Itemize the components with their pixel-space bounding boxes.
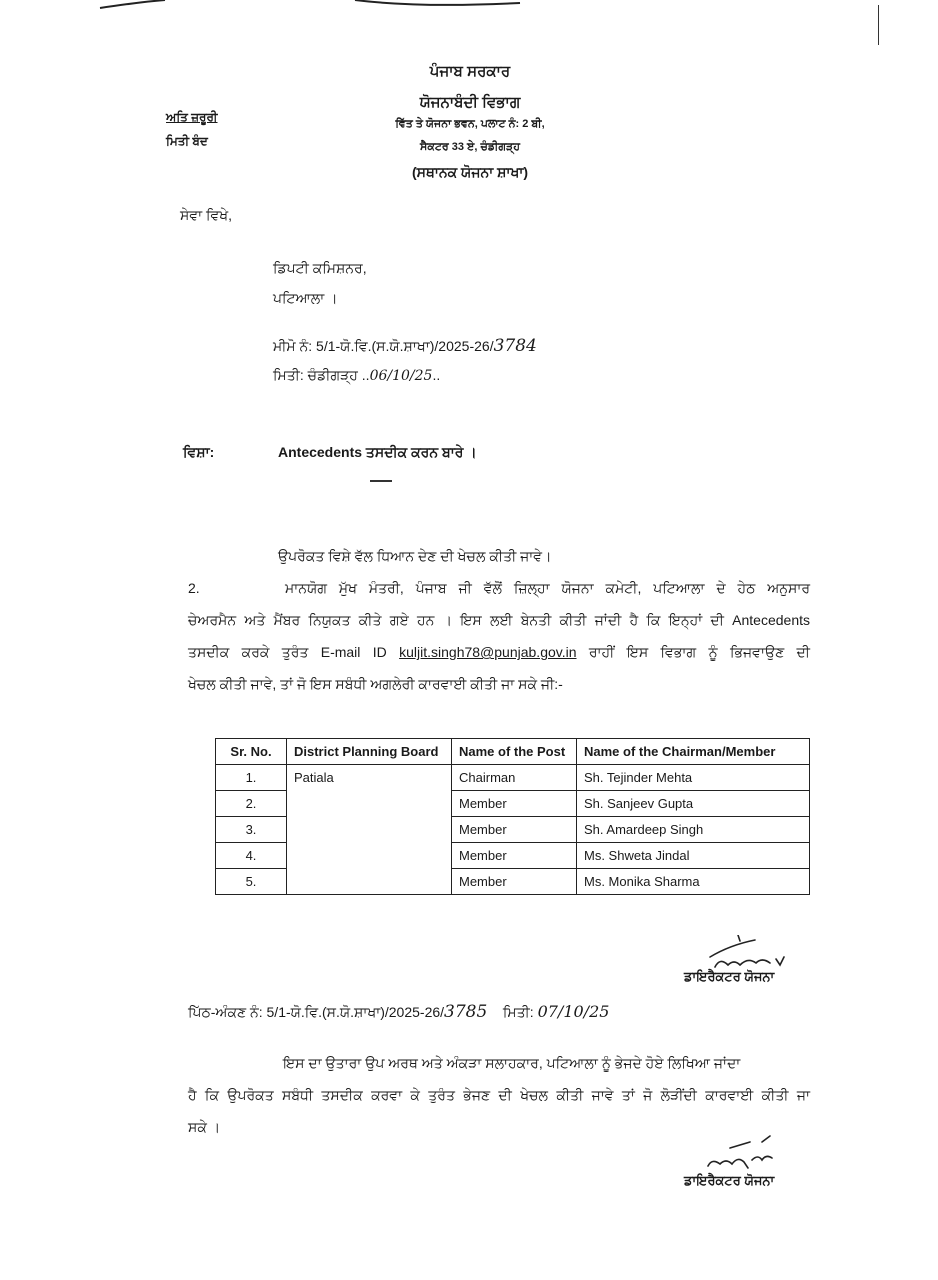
letterhead-department: ਯੋਜਨਾਬੰਦੀ ਵਿਭਾਗ — [419, 94, 521, 111]
memo-number — [273, 336, 537, 356]
cell-board: Patiala — [287, 765, 452, 895]
body-intro: ਉਪਰੋਕਤ ਵਿਸ਼ੇ ਵੱਲ ਧਿਆਨ ਦੇਣ ਦੀ ਖੇਚਲ ਕੀਤੀ ਜਾਵੇ। — [278, 548, 552, 564]
paragraph-line: ਖੇਚਲ ਕੀਤੀ ਜਾਵੇ, ਤਾਂ ਜੋ ਇਸ ਸਬੰਧੀ ਅਗਲੇਰੀ ਕਾਰਵਾਈ ਕੀਤੀ ਜਾ ਸਕੇ ਜੀ:- — [188, 676, 563, 692]
header-member-name: Name of the Chairman/Member — [577, 739, 810, 765]
paragraph-text: ਤਸਦੀਕ ਕਰਕੇ ਤੁਰੰਤ E-mail ID — [188, 644, 387, 660]
paragraph-line: ਮਾਨਯੋਗ ਮੁੱਖ ਮੰਤਰੀ, ਪੰਜਾਬ ਜੀ ਵੱਲੋਂ ਜ਼ਿਲ੍ਹਾ ਯੋਜਨਾ ਕਮੇਟੀ, ਪਟਿਆਲਾ ਦੇ ਹੇਠ ਅਨੁਸਾਰ — [285, 580, 810, 596]
cell-post: Chairman — [452, 765, 577, 791]
urgent-marking: ਅਤਿ ਜ਼ਰੂਰੀ — [166, 110, 218, 124]
salutation: ਸੇਵਾ ਵਿਖੇ, — [180, 207, 233, 223]
header-sr-no: Sr. No. — [216, 739, 287, 765]
cell-post: Member — [452, 817, 577, 843]
cell-post: Member — [452, 843, 577, 869]
letterhead-address-line2: ਸੈਕਟਰ 33 ਏ, ਚੰਡੀਗੜ੍ਹ — [420, 141, 520, 153]
letterhead-branch: (ਸਥਾਨਕ ਯੋਜਨਾ ਸ਼ਾਖਾ) — [412, 164, 528, 180]
signature-scribble — [700, 1130, 800, 1175]
paragraph-number: 2. — [188, 580, 200, 596]
endorsement-number — [188, 1002, 609, 1022]
letterhead-government: ਪੰਜਾਬ ਸਰਕਾਰ — [429, 63, 511, 80]
endorsement-line: ਹੈ ਕਿ ਉਪਰੋਕਤ ਸਬੰਧੀ ਤਸਦੀਕ ਕਰਵਾ ਕੇ ਤੁਰੰਤ ਭੇਜਣ ਦੀ ਖੇਚਲ ਕੀਤੀ ਜਾਵੇ ਤਾਂ ਜੋ ਲੋੜੀਂਦੀ ਕਾਰਵਾਈ ਕੀਤੀ ਜਾ — [188, 1087, 810, 1103]
subject-divider — [370, 480, 392, 482]
table-header-row — [216, 739, 810, 765]
paragraph-line — [188, 636, 810, 668]
signatory-title: ਡਾਇਰੈਕਟਰ ਯੋਜਨਾ — [684, 969, 775, 984]
subject-label: ਵਿਸ਼ਾ: — [183, 444, 215, 460]
memo-date-suffix: .. — [432, 367, 441, 383]
endorsement-label: ਪਿੱਠ-ਅੰਕਣ ਨੰ: 5/1-ਯੋ.ਵਿ.(ਸ.ਯੋ.ਸ਼ਾਖਾ)/2025-26/ — [188, 1004, 445, 1020]
memo-handwritten-date: 06/10/25 — [369, 368, 433, 384]
cell-name: Sh. Amardeep Singh — [577, 817, 810, 843]
endorsement-handwritten-number: 3785 — [444, 1002, 488, 1022]
members-table — [215, 738, 810, 895]
closed-date-marking: ਮਿਤੀ ਬੰਦ — [166, 134, 208, 148]
endorsement-line: ਇਸ ਦਾ ਉਤਾਰਾ ਉਪ ਅਰਥ ਅਤੇ ਅੰਕੜਾ ਸਲਾਹਕਾਰ, ਪਟਿਆਲਾ ਨੂੰ ਭੇਜਦੇ ਹੋਏ ਲਿਖਿਆ ਜਾਂਦਾ — [283, 1055, 741, 1071]
cell-sr-no: 5. — [216, 869, 287, 895]
memo-date-label: ਮਿਤੀ: ਚੰਡੀਗੜ੍ਹ .. — [273, 367, 370, 383]
endorsement-date-label: ਮਿਤੀ: — [502, 1004, 534, 1020]
cell-name: Ms. Shweta Jindal — [577, 843, 810, 869]
memo-handwritten-number: 3784 — [493, 336, 537, 356]
cell-sr-no: 4. — [216, 843, 287, 869]
recipient-title: ਡਿਪਟੀ ਕਮਿਸ਼ਨਰ, — [273, 260, 367, 276]
cell-sr-no: 2. — [216, 791, 287, 817]
endorsement-line: ਸਕੇ । — [188, 1119, 221, 1135]
subject-text: Antecedents ਤਸਦੀਕ ਕਰਨ ਬਾਰੇ । — [278, 444, 477, 460]
header-post: Name of the Post — [452, 739, 577, 765]
header-district-planning-board: District Planning Board — [287, 739, 452, 765]
endorsement-handwritten-date: 07/10/25 — [537, 1002, 610, 1021]
memo-date — [273, 367, 440, 384]
email-link[interactable]: kuljit.singh78@punjab.gov.in — [399, 644, 577, 660]
cell-post: Member — [452, 869, 577, 895]
page-edge-line — [878, 5, 879, 45]
table-row — [216, 765, 810, 791]
signatory-title: ਡਾਇਰੈਕਟਰ ਯੋਜਨਾ — [684, 1173, 775, 1188]
letterhead-address-line1: ਵਿੱਤ ਤੇ ਯੋਜਨਾ ਭਵਨ, ਪਲਾਟ ਨੰ: 2 ਬੀ, — [395, 118, 545, 130]
cell-sr-no: 1. — [216, 765, 287, 791]
cell-post: Member — [452, 791, 577, 817]
cell-sr-no: 3. — [216, 817, 287, 843]
paragraph-line: ਚੇਅਰਮੈਨ ਅਤੇ ਮੈਂਬਰ ਨਿਯੁਕਤ ਕੀਤੇ ਗਏ ਹਨ । ਇਸ ਲਈ ਬੇਨਤੀ ਕੀਤੀ ਜਾਂਦੀ ਹੈ ਕਿ ਇਨ੍ਹਾਂ ਦੀ Antecedents — [188, 612, 810, 628]
paragraph-text: ਰਾਹੀਂ ਇਸ ਵਿਭਾਗ ਨੂੰ ਭਿਜਵਾਉਣ ਦੀ — [588, 644, 811, 660]
page-edge-curve — [0, 0, 938, 20]
recipient-place: ਪਟਿਆਲਾ । — [273, 290, 338, 306]
memo-label: ਮੀਮੋ ਨੰ: 5/1-ਯੋ.ਵਿ.(ਸ.ਯੋ.ਸ਼ਾਖਾ)/2025-26/ — [273, 338, 494, 354]
cell-name: Ms. Monika Sharma — [577, 869, 810, 895]
cell-name: Sh. Sanjeev Gupta — [577, 791, 810, 817]
cell-name: Sh. Tejinder Mehta — [577, 765, 810, 791]
